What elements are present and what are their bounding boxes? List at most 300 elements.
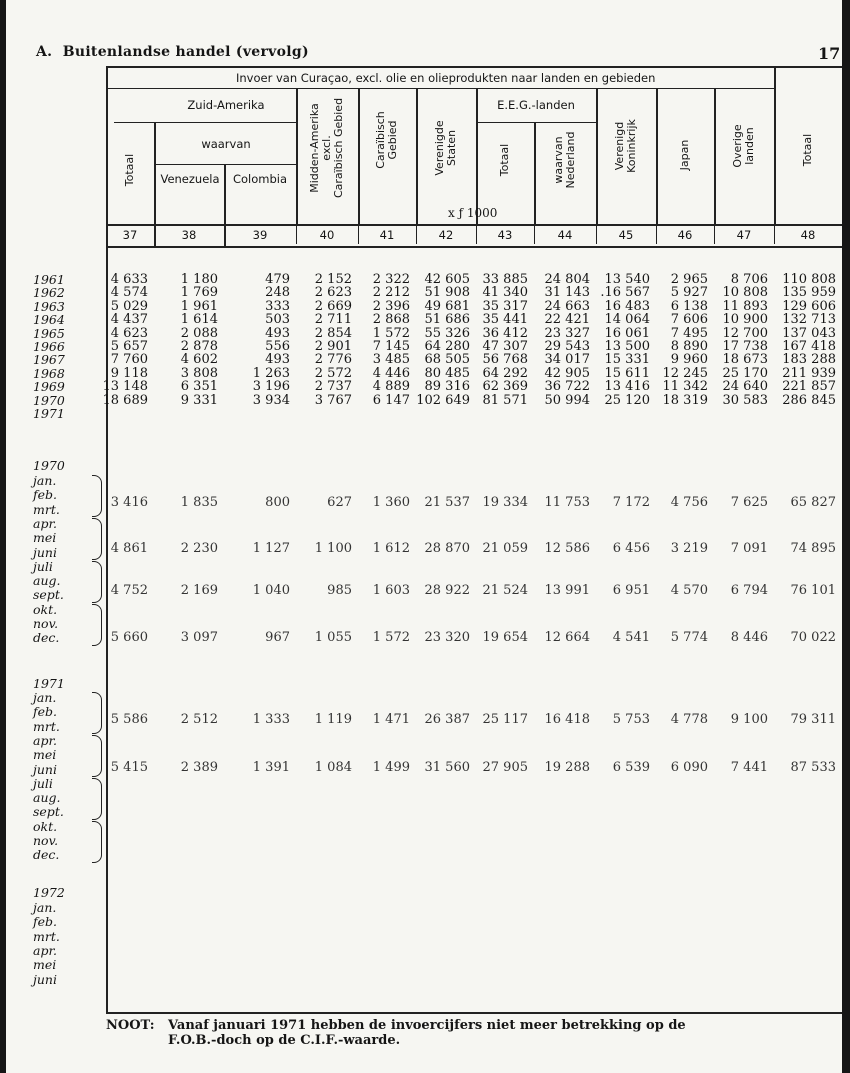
quarter-1971-row-cell: 2 512 (180, 712, 218, 727)
annual-row-cell: 129 606 (782, 298, 836, 314)
annual-row-cell: 64 292 (482, 365, 528, 381)
row-label-month: sept. (33, 587, 64, 603)
quarter-1970-row-cell: 21 059 (482, 541, 528, 556)
annual-row-cell: 80 485 (424, 365, 470, 381)
annual-row-cell: 22 421 (544, 312, 590, 328)
annual-row-cell: 211 939 (782, 365, 836, 381)
quarter-1970-row-cell: 3 097 (180, 630, 218, 645)
annual-row-cell: 16 061 (604, 325, 650, 341)
header-overige-line: landen (743, 127, 756, 165)
header-nederland-line: Nederland (564, 131, 577, 189)
annual-row-cell: 1 263 (252, 365, 290, 381)
quarter-1971-row-cell: 16 418 (544, 712, 590, 727)
annual-row-cell: 6 138 (670, 298, 708, 314)
header-japan-line: Japan (678, 139, 691, 171)
annual-row-cell: 24 804 (544, 272, 590, 287)
annual-row-cell: 2 868 (372, 312, 410, 328)
row-label-month: juni (33, 544, 57, 560)
quarter-1970-row-cell: 6 951 (612, 583, 650, 598)
annual-row-cell: 2 878 (180, 339, 218, 354)
annual-row-cell: 4 446 (372, 365, 410, 381)
header-totaal-zuid-line: Totaal (123, 153, 136, 187)
quarter-1971-row-cell: 6 090 (670, 760, 708, 775)
annual-row-cell: 110 808 (782, 272, 836, 287)
annual-row-cell: 248 (265, 285, 290, 301)
rule-vertical (416, 88, 418, 224)
annual-row-cell: 42 605 (424, 272, 470, 287)
annual-row-cell: 2 572 (314, 365, 352, 381)
annual-row-cell: 1 961 (180, 298, 218, 314)
quarter-1970-row-cell: 76 101 (790, 583, 836, 598)
rule-vertical (534, 122, 536, 224)
header-nederland-line: waarvan (552, 136, 565, 184)
annual-row-cell: 36 412 (482, 325, 528, 341)
annual-row-cell: 41 340 (482, 285, 528, 301)
row-label-month: apr. (33, 732, 58, 748)
rule-horizontal (476, 122, 596, 123)
annual-row-cell: 2 854 (314, 325, 352, 341)
quarter-1970-row-cell: 21 537 (424, 495, 470, 510)
annual-row-cell: 13 540 (604, 272, 650, 287)
quarter-1971-row-cell: 1 084 (314, 760, 352, 775)
annual-row-cell: 1 614 (180, 312, 218, 328)
header-verenigde-staten-line: Staten (445, 129, 458, 167)
annual-row-cell: 25 170 (722, 365, 768, 381)
annual-row-cell: 34 017 (544, 352, 590, 368)
annual-row-cell: 12 700 (722, 325, 768, 341)
row-label-month: juni (33, 761, 57, 777)
annual-row-cell: 14 064 (604, 312, 650, 328)
column-number: 39 (252, 228, 268, 242)
quarter-1970-row-cell: 7 625 (730, 495, 768, 510)
header-colombia: Colombia (232, 172, 288, 186)
footnote-line-2: F.O.B.-doch op de C.I.F.-waarde. (168, 1033, 401, 1048)
annual-row-cell: 2 737 (314, 379, 352, 395)
annual-row-cell: 89 316 (424, 379, 470, 395)
annual-row-cell: 50 994 (544, 392, 590, 408)
annual-row-cell: 10 900 (722, 312, 768, 328)
row-label-year: 1964 (33, 312, 65, 328)
row-label-year: 1969 (33, 379, 65, 395)
quarter-1970-row-cell: 3 219 (670, 541, 708, 556)
quarter-1971-row-cell: 87 533 (790, 760, 836, 775)
row-label-year: 1971 (33, 406, 65, 421)
annual-row-cell: 3 767 (314, 392, 352, 408)
row-label-year: 1961 (33, 272, 65, 287)
annual-row-cell: 25 120 (604, 392, 650, 408)
row-label-month: dec. (33, 847, 60, 863)
row-label-month: mei (33, 957, 57, 973)
annual-row-cell: 5 029 (110, 298, 148, 314)
row-label-month: juli (33, 558, 53, 574)
table-left-rule (106, 66, 108, 1012)
quarter-1970-row-cell: 1 360 (372, 495, 410, 510)
row-label-month: apr. (33, 515, 58, 531)
table-top-rule (106, 66, 842, 68)
annual-row-cell: 18 689 (102, 392, 148, 408)
row-label-year: 1963 (33, 298, 65, 314)
quarter-1970-row-cell: 1 612 (372, 541, 410, 556)
quarter-1970-row-cell: 6 456 (612, 541, 650, 556)
annual-row-cell: 8 890 (670, 339, 708, 354)
header-midden-amerika-line: excl. (320, 135, 333, 161)
page (6, 0, 842, 1073)
header-midden-amerika-line: Caraïbisch Gebied (332, 97, 345, 199)
rule-horizontal (106, 224, 842, 226)
annual-row-cell: 9 960 (670, 352, 708, 368)
annual-row-cell: 17 738 (722, 339, 768, 354)
annual-row-cell: 2 776 (314, 352, 352, 368)
row-label-month: mrt. (33, 501, 60, 517)
row-label-month: mrt. (33, 718, 60, 734)
annual-row-cell: 4 633 (110, 272, 148, 287)
annual-row-cell: .16 567 (600, 285, 650, 301)
annual-row-cell: 8 706 (730, 272, 768, 287)
row-label-month: mei (33, 747, 57, 763)
annual-row-cell: 35 317 (482, 298, 528, 314)
quarter-1970-row-cell: 5 774 (670, 630, 708, 645)
annual-row-cell: 42 905 (544, 365, 590, 381)
quarter-1971-row-cell: 19 288 (544, 760, 590, 775)
annual-row-cell: 2 088 (180, 325, 218, 341)
quarter-1970-row-cell: 985 (327, 583, 352, 598)
header-overige-line: Overige (731, 124, 744, 168)
rule-vertical (296, 88, 298, 224)
footnote (106, 1018, 686, 1048)
quarter-1970-row-cell: 13 991 (544, 583, 590, 598)
rule-vertical (774, 66, 776, 224)
unit-label: x ƒ 1000 (448, 206, 498, 220)
page-title: Buitenlandse handel (vervolg) (62, 44, 309, 60)
annual-row-cell: 11 893 (722, 298, 768, 314)
column-number: 48 (800, 228, 816, 242)
rule-vertical (596, 88, 598, 224)
quarter-1970-row-cell: 1 055 (314, 630, 352, 645)
annual-row-cell: 1 180 (180, 272, 218, 287)
annual-row-cell: 9 118 (110, 365, 148, 381)
row-label-month: aug. (33, 573, 61, 589)
annual-row-cell: 35 441 (482, 312, 528, 328)
quarter-1970-row-cell: 12 664 (544, 630, 590, 645)
quarter-1970-row-cell: 21 524 (482, 583, 528, 598)
annual-row-cell: 556 (265, 339, 290, 354)
annual-row-cell: 6 351 (180, 379, 218, 395)
row-label-month: jan. (33, 900, 57, 915)
header-japan (679, 140, 691, 171)
annual-row-cell: 10 808 (722, 285, 768, 301)
row-label-month: feb. (33, 704, 57, 720)
column-number: 38 (181, 228, 197, 242)
quarter-brace (92, 518, 102, 560)
page-header (36, 44, 309, 60)
annual-row-cell: 9 331 (180, 392, 218, 408)
annual-row-cell: 16 483 (604, 298, 650, 314)
annual-row-cell: 2 711 (314, 312, 352, 328)
annual-row-cell: 6 147 (372, 392, 410, 408)
quarter-1970-row-cell: 1 127 (252, 541, 290, 556)
annual-row-cell: 47 307 (482, 339, 528, 354)
quarter-1971-row-cell: 4 778 (670, 712, 708, 727)
annual-row-cell: 49 681 (424, 298, 470, 314)
annual-row-cell: 13 416 (604, 379, 650, 395)
annual-row-cell: 24 663 (544, 298, 590, 314)
row-label-year-1972: 1972 (33, 885, 65, 900)
header-verenigde-staten (434, 120, 458, 175)
annual-row-cell: 2 322 (372, 272, 410, 287)
column-number: 42 (438, 228, 454, 242)
quarter-1970-row-cell: 1 835 (180, 495, 218, 510)
header-midden-amerika-line: Midden-Amerika (308, 103, 321, 193)
row-label-month: apr. (33, 942, 58, 958)
annual-row-cell: 4 889 (372, 379, 410, 395)
quarter-1970-row-cell: 65 827 (790, 495, 836, 510)
header-verenigde-staten-line: Verenigde (433, 120, 446, 176)
annual-row-cell: 29 543 (544, 339, 590, 354)
annual-row-cell: 12 245 (662, 365, 708, 381)
row-label-year-1970: 1970 (33, 458, 65, 473)
quarter-1970-row-cell: 70 022 (790, 630, 836, 645)
row-label-month: feb. (33, 487, 57, 503)
header-verenigd-koninkrijk (614, 119, 638, 173)
annual-row-cell: 30 583 (722, 392, 768, 408)
annual-row-cell: 137 043 (782, 325, 836, 341)
quarter-1970-row-cell: 8 446 (730, 630, 768, 645)
row-label-year: 1970 (33, 392, 65, 408)
header-eeg: E.E.G.-landen (497, 98, 575, 112)
quarter-1970-row-cell: 3 416 (110, 495, 148, 510)
annual-row-cell: 56 768 (482, 352, 528, 368)
quarter-1971-row-cell: 5 586 (110, 712, 148, 727)
header-midden-amerika (309, 98, 345, 198)
quarter-1970-row-cell: 800 (265, 495, 290, 510)
column-number: 44 (557, 228, 573, 242)
row-label-year: 1967 (33, 352, 65, 368)
annual-row-cell: 2 965 (670, 272, 708, 287)
annual-row-cell: 81 571 (482, 392, 528, 408)
quarter-1971-row-cell: 5 753 (612, 712, 650, 727)
annual-row-cell: 51 686 (424, 312, 470, 328)
header-totaal-grand (802, 134, 814, 166)
annual-row-cell: 62 369 (482, 379, 528, 395)
section-letter: A. (36, 44, 53, 60)
annual-row-cell: 36 722 (544, 379, 590, 395)
row-label-month: juni (33, 971, 57, 987)
quarter-1971-row-cell: 6 539 (612, 760, 650, 775)
quarter-1970-row-cell: 1 572 (372, 630, 410, 645)
row-label-month: feb. (33, 914, 57, 930)
column-number: 43 (497, 228, 513, 242)
annual-row-cell: 286 845 (782, 392, 836, 408)
quarter-1971-row-cell: 1 499 (372, 760, 410, 775)
quarter-brace (92, 475, 102, 517)
header-caraibisch (375, 111, 399, 169)
quarter-1970-row-cell: 19 654 (482, 630, 528, 645)
footnote-label: NOOT: (106, 1018, 155, 1033)
rule-vertical (656, 88, 658, 224)
quarter-1971-row-cell: 1 333 (252, 712, 290, 727)
annual-row-cell: 18 319 (662, 392, 708, 408)
annual-row-cell: 3 934 (252, 392, 290, 408)
annual-row-cell: 167 418 (782, 339, 836, 354)
header-verenigd-koninkrijk-line: Verenigd (613, 121, 626, 171)
quarter-1971-row-cell: 1 119 (314, 712, 352, 727)
row-label-year-1971: 1971 (33, 676, 65, 691)
annual-row-cell: 7 760 (110, 352, 148, 368)
header-zuid-amerika: Zuid-Amerika (187, 98, 265, 112)
footnote-line-1: Vanaf januari 1971 hebben de invoercijfers niet meer betrekking op de (168, 1018, 686, 1033)
quarter-1970-row-cell: 4 541 (612, 630, 650, 645)
annual-row-cell: 15 611 (604, 365, 650, 381)
quarter-brace (92, 561, 102, 603)
annual-row-cell: 5 657 (110, 339, 148, 354)
row-label-month: sept. (33, 804, 64, 820)
row-label-month: dec. (33, 630, 60, 646)
table-bottom-rule (106, 1012, 842, 1014)
annual-row-cell: 479 (265, 272, 290, 287)
quarter-1970-row-cell: 1 100 (314, 541, 352, 556)
quarter-1970-row-cell: 7 091 (730, 541, 768, 556)
quarter-1970-row-cell: 1 040 (252, 583, 290, 598)
annual-row-cell: 18 673 (722, 352, 768, 368)
quarter-1971-row-cell: 27 905 (482, 760, 528, 775)
annual-row-cell: 135 959 (782, 285, 836, 301)
quarter-brace (92, 821, 102, 863)
row-label-year: 1965 (33, 325, 65, 341)
annual-row-cell: 7 606 (670, 312, 708, 328)
quarter-1970-row-cell: 1 603 (372, 583, 410, 598)
row-label-month: nov. (33, 616, 59, 631)
annual-row-cell: 33 885 (482, 272, 528, 287)
header-totaal-eeg-line: Totaal (498, 143, 511, 177)
rule-horizontal (106, 246, 842, 248)
quarter-1970-row-cell: 7 172 (612, 495, 650, 510)
quarter-1970-row-cell: 4 756 (670, 495, 708, 510)
rule-horizontal (156, 164, 296, 165)
rule-horizontal (106, 88, 774, 89)
annual-row-cell: 2 901 (314, 339, 352, 354)
row-label-month: jan. (33, 690, 57, 705)
quarter-1970-row-cell: 5 660 (110, 630, 148, 645)
annual-row-cell: 2 152 (314, 272, 352, 287)
rule-vertical (714, 88, 716, 224)
quarter-1970-row-cell: 19 334 (482, 495, 528, 510)
header-waarvan: waarvan (201, 137, 251, 151)
annual-row-cell: 183 288 (782, 352, 836, 368)
quarter-brace (92, 692, 102, 734)
column-number: 47 (736, 228, 752, 242)
row-label-month: jan. (33, 473, 57, 488)
annual-row-cell: 2 669 (314, 298, 352, 314)
annual-row-cell: 13 500 (604, 339, 650, 354)
quarter-1970-row-cell: 967 (265, 630, 290, 645)
annual-row-cell: 132 713 (782, 312, 836, 328)
annual-row-cell: 24 640 (722, 379, 768, 395)
quarter-1971-row-cell: 25 117 (482, 712, 528, 727)
annual-row-cell: 13 148 (102, 379, 148, 395)
row-label-month: juli (33, 775, 53, 791)
annual-row-cell: 503 (265, 312, 290, 328)
header-verenigd-koninkrijk-line: Koninkrijk (625, 119, 638, 173)
annual-row-cell: 4 602 (180, 352, 218, 368)
quarter-brace (92, 735, 102, 777)
rule-horizontal (114, 122, 296, 123)
annual-row-cell: 221 857 (782, 379, 836, 395)
annual-row-cell: 3 196 (252, 379, 290, 395)
annual-row-cell: 1 572 (372, 325, 410, 341)
quarter-1970-row-cell: 4 752 (110, 583, 148, 598)
header-totaal-zuid (124, 154, 136, 186)
annual-row-cell: 2 396 (372, 298, 410, 314)
header-overige (732, 124, 756, 167)
quarter-1970-row-cell: 23 320 (424, 630, 470, 645)
header-totaal-grand-line: Totaal (801, 133, 814, 167)
row-label-year: 1966 (33, 339, 65, 354)
quarter-1970-row-cell: 28 870 (424, 541, 470, 556)
annual-row-cell: 55 326 (424, 325, 470, 341)
main-header: Invoer van Curaçao, excl. olie en olieprodukten naar landen en gebieden (236, 71, 656, 85)
annual-row-cell: 15 331 (604, 352, 650, 368)
column-number: 40 (319, 228, 335, 242)
annual-row-cell: 51 908 (424, 285, 470, 301)
quarter-1970-row-cell: 6 794 (730, 583, 768, 598)
row-label-month: aug. (33, 790, 61, 806)
annual-row-cell: 3 808 (180, 365, 218, 381)
annual-row-cell: 7 145 (372, 339, 410, 354)
quarter-1971-row-cell: 5 415 (110, 760, 148, 775)
quarter-1970-row-cell: 4 861 (110, 541, 148, 556)
quarter-1971-row-cell: 7 441 (730, 760, 768, 775)
annual-row-cell: 5 927 (670, 285, 708, 301)
header-totaal-eeg (499, 144, 511, 176)
annual-row-cell: 2 212 (372, 285, 410, 301)
annual-row-cell: 3 485 (372, 352, 410, 368)
quarter-1971-row-cell: 2 389 (180, 760, 218, 775)
row-label-year: 1962 (33, 285, 65, 301)
row-label-month: mrt. (33, 928, 60, 944)
quarter-1970-row-cell: 28 922 (424, 583, 470, 598)
annual-row-cell: 493 (265, 352, 290, 368)
quarter-1971-row-cell: 9 100 (730, 712, 768, 727)
quarter-1971-row-cell: 26 387 (424, 712, 470, 727)
header-nederland (553, 131, 577, 188)
page-number: 17 (818, 44, 841, 63)
annual-row-cell: 4 574 (110, 285, 148, 301)
quarter-1970-row-cell: 2 230 (180, 541, 218, 556)
annual-row-cell: 11 342 (662, 379, 708, 395)
annual-row-cell: 31 143 (544, 285, 590, 301)
row-label-month: mei (33, 530, 57, 546)
annual-row-cell: 4 437 (110, 312, 148, 328)
annual-row-cell: 4 623 (110, 325, 148, 341)
row-label-month: okt. (33, 818, 58, 834)
quarter-1971-row-cell: 1 471 (372, 712, 410, 727)
header-caraibisch-line: Caraïbisch (374, 111, 387, 169)
row-label-month: okt. (33, 601, 58, 617)
quarter-1970-row-cell: 11 753 (544, 495, 590, 510)
annual-row-cell: 493 (265, 325, 290, 341)
row-label-month: nov. (33, 833, 59, 848)
row-label-year: 1968 (33, 365, 65, 381)
column-number: 37 (122, 228, 138, 242)
annual-row-cell: 2 623 (314, 285, 352, 301)
quarter-1970-row-cell: 4 570 (670, 583, 708, 598)
quarter-1970-row-cell: 74 895 (790, 541, 836, 556)
annual-row-cell: 23 327 (544, 325, 590, 341)
quarter-1970-row-cell: 627 (327, 495, 352, 510)
annual-row-cell: 1 769 (180, 285, 218, 301)
quarter-1970-row-cell: 12 586 (544, 541, 590, 556)
quarter-brace (92, 778, 102, 820)
